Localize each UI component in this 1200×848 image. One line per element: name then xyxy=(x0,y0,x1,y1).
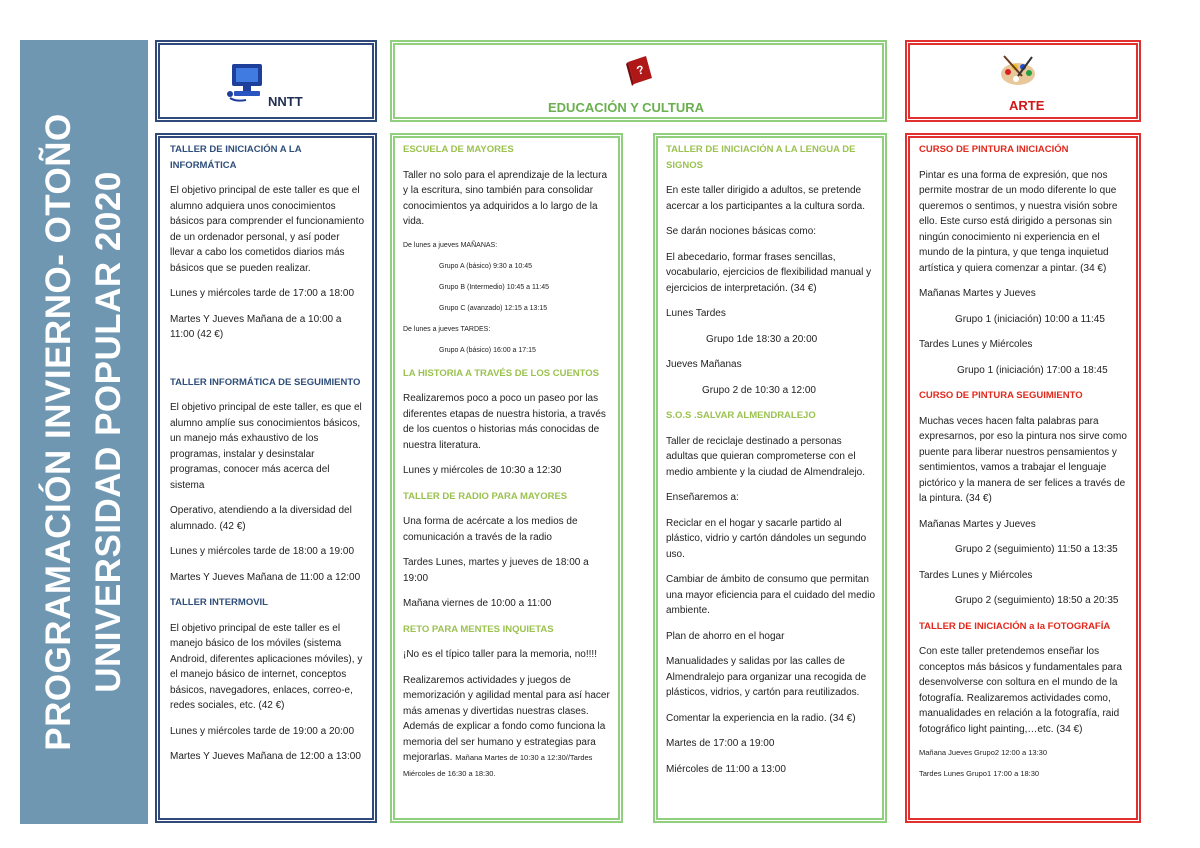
course-description: Comentar la experiencia en la radio. (34 €) xyxy=(666,712,856,724)
schedule: Grupo A (básico) 16:00 a 17:15 xyxy=(439,346,536,354)
schedule: Grupo 2 de 10:30 a 12:00 xyxy=(702,384,816,396)
nntt-column xyxy=(170,142,365,775)
course-description: Reciclar en el hogar y sacarle partido al plástico, vidrio y cartón dándoles un segundo uso. xyxy=(666,517,867,560)
course-description: Una forma de acércate a los medios de comunicación a través de la radio xyxy=(403,516,578,543)
course-description: Pintar es una forma de expresión, que nos permite mostrar de un modo diferente lo que queremos o sentimos, y nuestra visión sobre ello. Este curso está dirigido a personas sin ningún conocimiento ni experiencia en el mundo de la pintura, y que tenga inquietud artística y quiera comenzar a pintar. (34 €) xyxy=(919,169,1118,274)
schedule: Tardes Lunes y Miércoles xyxy=(919,569,1033,581)
schedule: Jueves Mañanas xyxy=(666,359,742,370)
schedule: Mañana viernes de 10:00 a 11:00 xyxy=(403,598,552,609)
course-description: Plan de ahorro en el hogar xyxy=(666,630,785,642)
schedule: Grupo 2 (seguimiento) 11:50 a 13:35 xyxy=(955,544,1118,555)
course-title: TALLER DE INICIACIÓN A LA INFORMÁTICA xyxy=(170,144,302,171)
course-title: CURSO DE PINTURA SEGUIMIENTO xyxy=(919,390,1083,401)
svg-text:?: ? xyxy=(634,62,646,78)
schedule: Tardes Lunes Grupo1 17:00 a 18:30 xyxy=(919,769,1040,778)
schedule: Grupo C (avanzado) 12:15 a 13:15 xyxy=(439,304,548,312)
side-title-line2: UNIVERSIDAD POPULAR 2020 xyxy=(89,171,128,693)
course-description: Enseñaremos a: xyxy=(666,492,739,503)
schedule: Martes Y Jueves Mañana de a 10:00 a 11:00 (42 €) xyxy=(170,313,342,340)
schedule: Grupo 1de 18:30 a 20:00 xyxy=(706,333,818,345)
schedule: Martes Y Jueves Mañana de 12:00 a 13:00 xyxy=(170,751,361,762)
course-description: Realizaremos poco a poco un paseo por las diferentes etapas de nuestra historia, a través de los cuentos o historias más conocidas de nuestra literatura. xyxy=(403,393,606,451)
schedule: Tardes Lunes y Miércoles xyxy=(919,339,1033,350)
schedule: Grupo B (Intermedio) 10:45 a 11:45 xyxy=(439,283,549,291)
course-description: Muchas veces hacen falta palabras para expresarnos, por eso la pintura nos sirve como puente para liberar nuestros pensamientos y sentimientos, vamos a trabajar el lenguaje pictórico y la manera de ser felices a través de la pintura. (34 €) xyxy=(919,415,1127,504)
schedule: De lunes a jueves TARDES: xyxy=(403,325,491,333)
course-description: En este taller dirigido a adultos, se pretende acercar a los participantes a la cultura sorda. xyxy=(666,185,865,212)
schedule: Grupo 1 (iniciación) 10:00 a 11:45 xyxy=(955,313,1105,325)
course-title: TALLER DE INICIACIÓN a la FOTOGRAFÍA xyxy=(919,620,1111,632)
art-column xyxy=(919,142,1129,789)
course-description: El abecedario, formar frases sencillas, vocabulario, ejercicios de flexibilidad manual y ejercicios de interpretación. (34 €) xyxy=(666,251,872,294)
schedule: Martes Y Jueves Mañana de 11:00 a 12:00 xyxy=(170,571,361,583)
nntt-header-title: NNTT xyxy=(268,94,303,109)
course-description: Operativo, atendiendo a la diversidad del alumnado. (42 €) xyxy=(170,505,352,532)
course-description: Se darán nociones básicas como: xyxy=(666,226,817,237)
schedule: Martes de 17:00 a 19:00 xyxy=(666,738,775,749)
course-description: Cambiar de ámbito de consumo que permitan una mayor eficiencia para el cuidado del medio ambiente. xyxy=(666,574,876,616)
course-title: LA HISTORIA A TRAVÉS DE LOS CUENTOS xyxy=(403,367,599,379)
course-description-text: Realizaremos actividades y juegos de memorización y agilidad mental para así hacer más amenas y divertidas nuestras clases. Además de explicar a fondo como funciona la memoria del ser humano y estrategias para mejorarlas. xyxy=(403,674,610,763)
course-description: El objetivo principal de este taller es que el alumno adquiera unos conocimientos básicos para comprender el funcionamiento de un ordenador personal, y así poder llevar a cabo los cometidos diarios más básicos que se pueden realizar. xyxy=(170,185,364,274)
side-title-band xyxy=(20,40,148,824)
course-description: El objetivo principal de este taller es el manejo básico de los móviles (sistema Android, diferentes aplicaciones móviles), y el manejo básico de internet, conceptos básicos, navegadores, enlaces, correo-e, redes sociales, etc. (42 €) xyxy=(170,622,363,711)
course-description: El objetivo principal de este taller, es que el alumno amplíe sus conocimientos básicos, un manejo más exhaustivo de los programas, instalar y desinstalar programas, conocer más acerca del sistema xyxy=(170,402,362,491)
schedule: Grupo 1 (iniciación) 17:00 a 18:45 xyxy=(957,364,1108,376)
course-title: TALLER DE RADIO PARA MAYORES xyxy=(403,490,568,502)
art-header-title: ARTE xyxy=(1009,98,1045,113)
palette-icon xyxy=(996,54,1040,88)
schedule: Mañana Jueves Grupo2 12:00 a 13:30 xyxy=(919,748,1048,757)
schedule: Mañanas Martes y Jueves xyxy=(919,288,1036,299)
schedule: Tardes Lunes, martes y jueves de 18:00 a 19:00 xyxy=(403,557,589,584)
schedule: Lunes y miércoles de 10:30 a 12:30 xyxy=(403,465,562,476)
schedule: Miércoles de 11:00 a 13:00 xyxy=(666,763,786,775)
course-description: Con este taller pretendemos enseñar los conceptos más básicos y fundamentales para desenvolverse con soltura en el mundo de la fotografía. Realizaremos actividades como, manualidades en relación a la fotografía, raid fotográfico light painting,…etc. (34 €) xyxy=(919,646,1122,735)
education-column-2 xyxy=(666,142,876,787)
schedule: Lunes y miércoles tarde de 18:00 a 19:00 xyxy=(170,546,355,557)
book-icon xyxy=(622,54,656,88)
side-title-line1: PROGRAMACIÓN INVIERNO- OTOÑO xyxy=(39,113,78,751)
schedule: Lunes y miércoles tarde de 17:00 a 18:00 xyxy=(170,288,355,299)
schedule: Lunes y miércoles tarde de 19:00 a 20:00 xyxy=(170,725,355,737)
schedule: De lunes a jueves MAÑANAS: xyxy=(403,241,498,249)
course-description: ¡No es el típico taller para la memoria, no!!!! xyxy=(403,649,597,660)
schedule: Grupo A (básico) 9:30 a 10:45 xyxy=(439,262,533,270)
schedule: Grupo 2 (seguimiento) 18:50 a 20:35 xyxy=(955,595,1119,606)
course-title: ESCUELA DE MAYORES xyxy=(403,144,514,155)
course-title: RETO PARA MENTES INQUIETAS xyxy=(403,623,554,635)
course-title: TALLER INTERMOVIL xyxy=(170,597,268,608)
course-title: TALLER DE INICIACIÓN A LA LENGUA DE SIGNOS xyxy=(666,144,856,171)
education-column-1 xyxy=(403,142,613,781)
course-title: CURSO DE PINTURA INICIACIÓN xyxy=(919,144,1069,155)
course-description: Manualidades y salidas por las calles de Almendralejo para organizar una recogida de plásticos, vidrios, y cartón para reutilizados. xyxy=(666,656,867,698)
course-description: Taller no solo para el aprendizaje de la lectura y la escritura, sino también para consolidar conocimientos ya adquiridos a lo largo de la vida. xyxy=(403,169,608,227)
course-description: Taller de reciclaje destinado a personas adultas que quieran comprometerse con el medio ambiente y la ciudad de Almendralejo. xyxy=(666,435,866,478)
course-title: S.O.S .SALVAR ALMENDRALEJO xyxy=(666,410,816,421)
education-header-title: EDUCACIÓN Y CULTURA xyxy=(548,100,705,115)
computer-icon xyxy=(226,60,270,104)
course-description xyxy=(403,673,613,782)
schedule: Mañana Martes de 10:30 a 12:30//Tardes Miércoles de 16:30 a 18:30. xyxy=(403,753,593,778)
schedule: Mañanas Martes y Jueves xyxy=(919,518,1036,530)
side-title xyxy=(34,113,134,751)
schedule: Lunes Tardes xyxy=(666,308,726,319)
course-title: TALLER INFORMÁTICA DE SEGUIMIENTO xyxy=(170,376,361,388)
